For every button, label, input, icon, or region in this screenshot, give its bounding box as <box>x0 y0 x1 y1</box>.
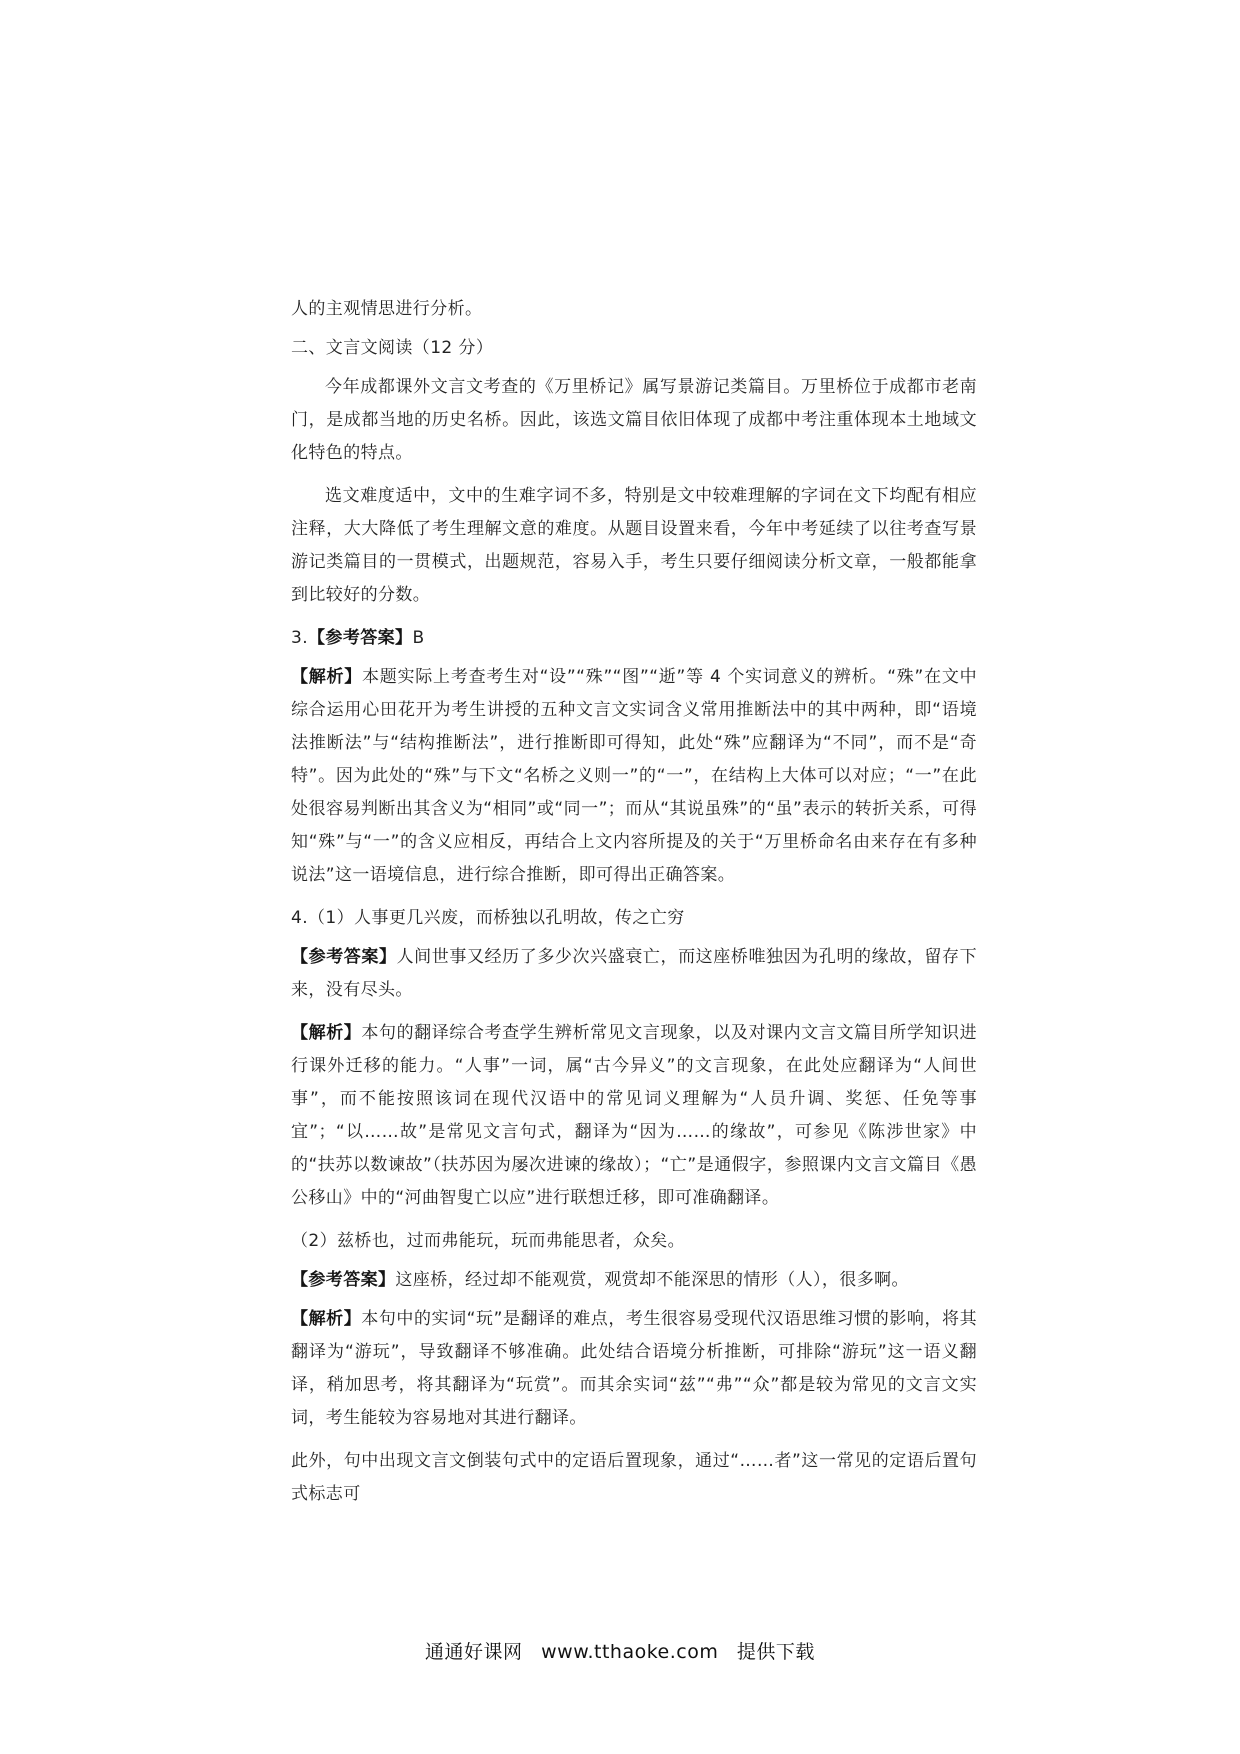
footer-site-name: 通通好课网 <box>425 1641 523 1663</box>
intro-tail-paragraph: 人的主观情思进行分析。 <box>291 299 483 319</box>
q4-1-prompt: 4.（1）人事更几兴废，而桥独以孔明故，传之亡穷 <box>291 908 685 928</box>
q3-answer: B <box>412 628 425 648</box>
q3-answer-line <box>291 622 977 655</box>
q4-1-analysis-tag: 【解析】 <box>291 1023 362 1043</box>
q4-1-answer-text: 人间世事又经历了多少次兴盛衰亡，而这座桥唯独因为孔明的缘故，留存下来，没有尽头。 <box>291 947 978 1000</box>
q4-2-answer-tag: 【参考答案】 <box>291 1270 396 1290</box>
document-body <box>291 293 977 1521</box>
footer-site-url[interactable]: www.tthaoke.com <box>541 1641 719 1663</box>
q3-analysis-paragraph <box>291 661 977 892</box>
q3-analysis-text: 本题实际上考查考生对“设”“殊”“图”“逝”等 4 个实词意义的辨析。“殊”在文中综合运用心田花开为考生讲授的五种文言文实词含义常用推断法中的其中两种，即“语境法推断法”与“结构推断法”，进行推断即可得知，此处“殊”应翻译为“不同”，而不是“奇特”。因为此处的“殊”与下文“名桥之义则一”的“一”，在结构上大体可以对应；“一”在此处很容易判断出其含义为“相同”或“同一”；而从“其说虽殊”的“虽”表示的转折关系，可得知“殊”与“一”的含义应相反，再结合上文内容所提及的关于“万里桥命名由来存在有多种说法”这一语境信息，进行综合推断，即可得出正确答案。 <box>291 667 977 885</box>
section-heading: 二、文言文阅读（12 分） <box>291 338 494 358</box>
q4-1-analysis-paragraph <box>291 1017 977 1215</box>
q3-analysis-tag: 【解析】 <box>291 667 363 687</box>
overview-paragraph-2: 选文难度适中，文中的生难字词不多，特别是文中较难理解的字词在文下均配有相应注释，大大降低了考生理解文意的难度。从题目设置来看，今年中考延续了以往考查写景游记类篇目的一贯模式，出题规范，容易入手，考生只要仔细阅读分析文章，一般都能拿到比较好的分数。 <box>291 486 977 605</box>
page-footer <box>0 1637 1240 1664</box>
q4-2-analysis-paragraph <box>291 1303 977 1435</box>
q3-number: 3. <box>291 628 309 648</box>
overview-paragraph-1: 今年成都课外文言文考查的《万里桥记》属写景游记类篇目。万里桥位于成都市老南门，是成都当地的历史名桥。因此，该选文篇目依旧体现了成都中考注重体现本土地域文化特色的特点。 <box>291 377 977 463</box>
q4-2-prompt: （2）兹桥也，过而弗能玩，玩而弗能思者，众矣。 <box>291 1231 686 1251</box>
q4-2-analysis-text: 本句中的实词“玩”是翻译的难点，考生很容易受现代汉语思维习惯的影响，将其翻译为“游玩”，导致翻译不够准确。此处结合语境分析推断，可排除“游玩”这一语义翻译，稍加思考，将其翻译为“玩赏”。而其余实词“兹”“弗”“众”都是较为常见的文言文实词，考生能较为容易地对其进行翻译。 <box>291 1309 977 1428</box>
footer-provide-text: 提供下载 <box>736 1641 815 1663</box>
q4-1-answer-paragraph <box>291 941 977 1007</box>
q4-2-answer-text: 这座桥，经过却不能观赏，观赏却不能深思的情形（人），很多啊。 <box>395 1270 909 1290</box>
q4-2-analysis-tag: 【解析】 <box>291 1309 362 1329</box>
final-paragraph: 此外，句中出现文言文倒装句式中的定语后置现象，通过“……者”这一常见的定语后置句式标志可 <box>291 1451 977 1504</box>
q4-1-answer-tag: 【参考答案】 <box>291 947 397 967</box>
q4-2-answer-paragraph <box>291 1264 977 1297</box>
q3-answer-tag: 【参考答案】 <box>308 628 413 648</box>
q4-1-analysis-text: 本句的翻译综合考查学生辨析常见文言现象，以及对课内文言文篇目所学知识进行课外迁移的能力。“人事”一词，属“古今异义”的文言现象，在此处应翻译为“人间世事”，而不能按照该词在现代汉语中的常见词义理解为“人员升调、奖惩、任免等事宜”；“以……故”是常见文言句式，翻译为“因为……的缘故”，可参见《陈涉世家》中的“扶苏以数谏故”（扶苏因为屡次进谏的缘故）；“亡”是通假字，参照课内文言文篇目《愚公移山》中的“河曲智叟亡以应”进行联想迁移，即可准确翻译。 <box>291 1023 978 1208</box>
